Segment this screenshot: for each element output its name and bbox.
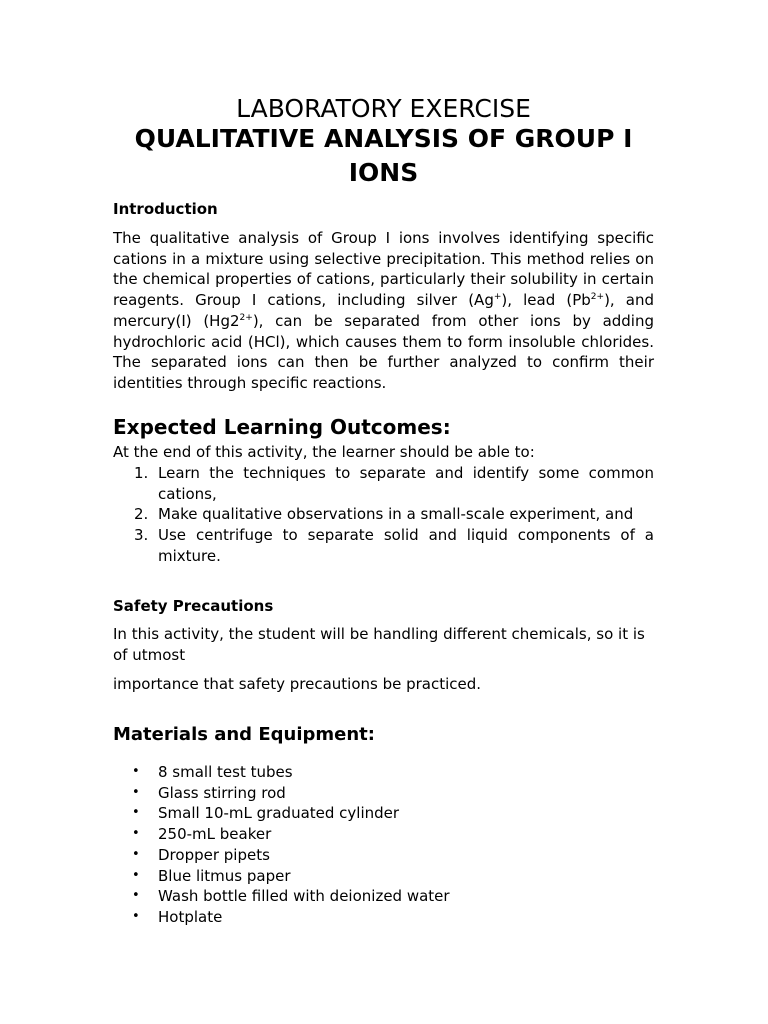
- list-item: [113, 824, 654, 845]
- list-item-text: Learn the techniques to separate and identify some common cations,: [158, 464, 654, 503]
- list-number: 1.: [134, 464, 149, 482]
- intro-text-part2: ), lead (Pb: [501, 291, 591, 310]
- bullet-icon: •: [132, 888, 140, 904]
- pb-charge: 2+: [590, 292, 605, 303]
- list-item-text: Hotplate: [158, 907, 223, 926]
- list-item-text: Dropper pipets: [158, 845, 270, 864]
- list-item: [113, 907, 654, 928]
- safety-line-1: In this activity, the student will be handling different chemicals, so it is of utmost: [113, 625, 645, 664]
- list-item: [113, 886, 654, 907]
- safety-line-2: importance that safety precautions be practiced.: [113, 675, 482, 693]
- list-item: [113, 762, 654, 783]
- list-item: [113, 504, 654, 525]
- list-item: [113, 783, 654, 804]
- bullet-icon: •: [132, 764, 140, 779]
- list-item: [113, 845, 654, 866]
- list-item-text: Make qualitative observations in a small-scale experiment, and: [158, 505, 634, 524]
- introduction-heading: Introduction: [113, 200, 218, 218]
- lab-exercise-title: LABORATORY EXERCISE: [236, 94, 531, 123]
- introduction-paragraph: [113, 228, 654, 394]
- ag-charge: +: [493, 292, 502, 303]
- list-item-text: Small 10-mL graduated cylinder: [158, 804, 400, 823]
- bullet-icon: •: [132, 908, 140, 924]
- outcomes-heading: Expected Learning Outcomes:: [113, 415, 451, 439]
- list-item-text: Blue litmus paper: [158, 866, 291, 885]
- bullet-icon: •: [132, 826, 140, 842]
- list-number: 2.: [134, 505, 149, 524]
- list-item: [113, 803, 654, 824]
- outcomes-intro: At the end of this activity, the learner should be able to:: [113, 443, 535, 461]
- bullet-icon: •: [132, 867, 140, 883]
- bullet-icon: •: [132, 784, 140, 800]
- list-item-text: Use centrifuge to separate solid and liquid components of a mixture.: [158, 526, 654, 565]
- list-item-text: 8 small test tubes: [158, 763, 293, 781]
- intro-text-part1: The qualitative analysis of Group I ions involves identifying specific cations in a mixture using selective precipitation. This method relies on the chemical properties of cations, particularly their solubility in certain reagents. Group I cations, including silver (Ag: [113, 229, 654, 310]
- intro-text-part4: ), can be separated from other ions by adding hydrochloric acid (HCl), which causes them to form insoluble chlorides. The separated ions can then be further analyzed to confirm their identities through specific reactions.: [113, 311, 654, 392]
- materials-heading: Materials and Equipment:: [113, 724, 375, 745]
- list-item: [113, 525, 654, 566]
- outcomes-list: [113, 463, 654, 567]
- bullet-icon: •: [132, 846, 140, 862]
- document-main-title: QUALITATIVE ANALYSIS OF GROUP I IONS: [134, 124, 633, 187]
- safety-heading: Safety Precautions: [113, 597, 274, 615]
- list-item: [113, 866, 654, 887]
- bullet-icon: •: [132, 805, 140, 821]
- intro-text-part3: ), and mercury(I) (Hg2: [113, 291, 655, 330]
- list-item-text: Glass stirring rod: [158, 783, 286, 802]
- list-number: 3.: [134, 526, 149, 545]
- list-item-text: 250-mL beaker: [158, 825, 272, 844]
- materials-list: [113, 762, 654, 928]
- hg-charge: 2+: [239, 312, 253, 323]
- list-item-text: Wash bottle filled with deionized water: [158, 887, 450, 906]
- list-item: [113, 463, 654, 504]
